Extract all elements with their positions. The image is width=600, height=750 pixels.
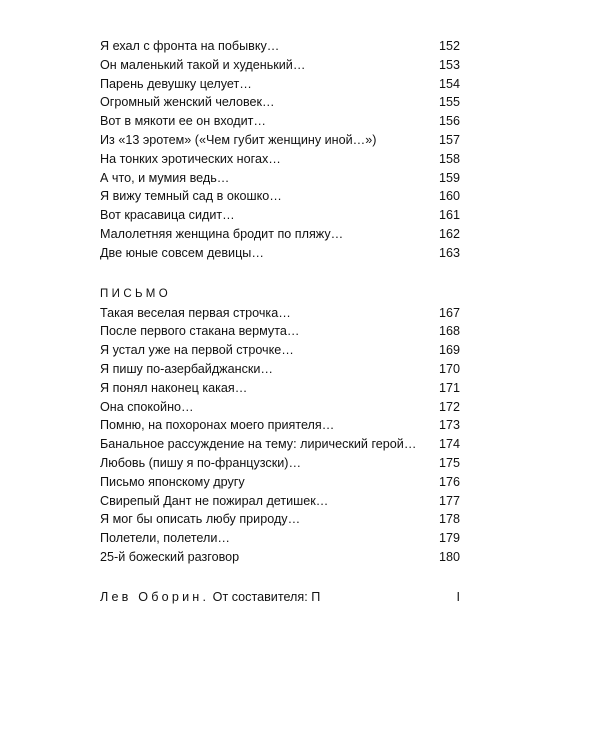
entry-title: Банальное рассуждение на тему: лирический герой… [100,437,417,452]
entry-page: 180 [438,549,460,564]
entry-page: 163 [438,245,460,260]
toc-entry [100,473,460,492]
section-2-list [100,304,460,567]
toc-entry [100,187,460,206]
toc-entry [100,37,460,56]
entry-title: Я понял наконец какая… [100,380,248,395]
toc-entry [100,454,460,473]
entry-page: 179 [438,531,460,546]
toc-entry [100,56,460,75]
toc-entry [100,150,460,169]
toc-entry [100,206,460,225]
entry-title: Он маленький такой и худенький… [100,57,306,72]
entry-page: 160 [438,189,460,204]
toc-entry [100,435,460,454]
entry-page: 167 [438,305,460,320]
toc-entry [100,492,460,511]
entry-page: 156 [438,114,460,129]
afterword-heading: От составителя: П [212,589,321,604]
entry-page: 178 [438,512,460,527]
entry-page: 158 [438,151,460,166]
entry-title: После первого стакана вермута… [100,324,300,339]
toc-entry [100,341,460,360]
section-1-list [100,37,460,263]
toc-entry [100,131,460,150]
toc-entry [100,416,460,435]
entry-title: Вот красавица сидит… [100,208,235,223]
entry-title: Я ехал с фронта на побывку… [100,39,280,53]
entry-title: А что, и мумия ведь… [100,170,230,185]
entry-page: 159 [438,170,460,185]
entry-page: 175 [438,455,460,470]
entry-title: Из «13 эротем» («Чем губит женщину иной…») [100,132,377,147]
entry-title: Малолетняя женщина бродит по пляжу… [100,226,344,241]
toc-entry [100,360,460,379]
entry-title: Я вижу темный сад в окошко… [100,189,282,204]
entry-page: 172 [438,399,460,414]
entry-title: Любовь (пишу я по-французски)… [100,455,302,470]
afterword-page: I [456,589,460,604]
entry-title: Я пишу по-азербайджански… [100,361,273,376]
entry-title: Такая веселая первая строчка… [100,305,291,320]
toc-entry [100,304,460,323]
entry-page: 169 [438,343,460,358]
entry-page: 154 [438,76,460,91]
toc-entry [100,169,460,188]
entry-page: 155 [438,95,460,110]
entry-title: Огромный женский человек… [100,95,275,110]
afterword-title [100,588,320,607]
entry-title: Я устал уже на первой строчке… [100,343,294,358]
entry-title: Она спокойно… [100,399,194,414]
section-heading: ПИСЬМО [100,287,172,300]
entry-page: 170 [438,361,460,376]
toc-entry [100,244,460,263]
entry-page: 177 [438,493,460,508]
toc-entry [100,225,460,244]
toc-entry [100,398,460,417]
entry-title: Свирепый Дант не пожирал детишек… [100,493,329,508]
entry-title: 25-й божеский разговор [100,549,240,564]
entry-title: Помню, на похоронах моего приятеля… [100,418,335,433]
entry-page: 174 [438,437,460,452]
entry-page: 152 [438,39,460,53]
entry-title: Полетели, полетели… [100,531,230,546]
entry-title: На тонких эротических ногах… [100,151,281,166]
entry-page: 153 [438,57,460,72]
entry-title: Парень девушку целует… [100,76,252,91]
entry-title: Две юные совсем девицы… [100,245,264,260]
toc-entry [100,75,460,94]
afterword-author: Лев Оборин. [100,589,210,604]
entry-page: 173 [438,418,460,433]
toc-entry [100,510,460,529]
entry-page: 171 [438,380,460,395]
toc-entry [100,529,460,548]
toc-entry [100,93,460,112]
table-of-contents [100,37,460,607]
entry-page: 157 [438,132,460,147]
toc-entry [100,548,460,567]
entry-title: Вот в мякоти ее он входит… [100,114,267,129]
entry-title: Письмо японскому другу [100,474,245,489]
toc-entry [100,379,460,398]
afterword-entry [100,588,460,607]
entry-page: 162 [438,226,460,241]
toc-entry [100,112,460,131]
entry-page: 176 [438,474,460,489]
toc-entry [100,322,460,341]
entry-page: 161 [438,208,460,223]
entry-page: 168 [438,324,460,339]
entry-title: Я мог бы описать любу природу… [100,512,301,527]
